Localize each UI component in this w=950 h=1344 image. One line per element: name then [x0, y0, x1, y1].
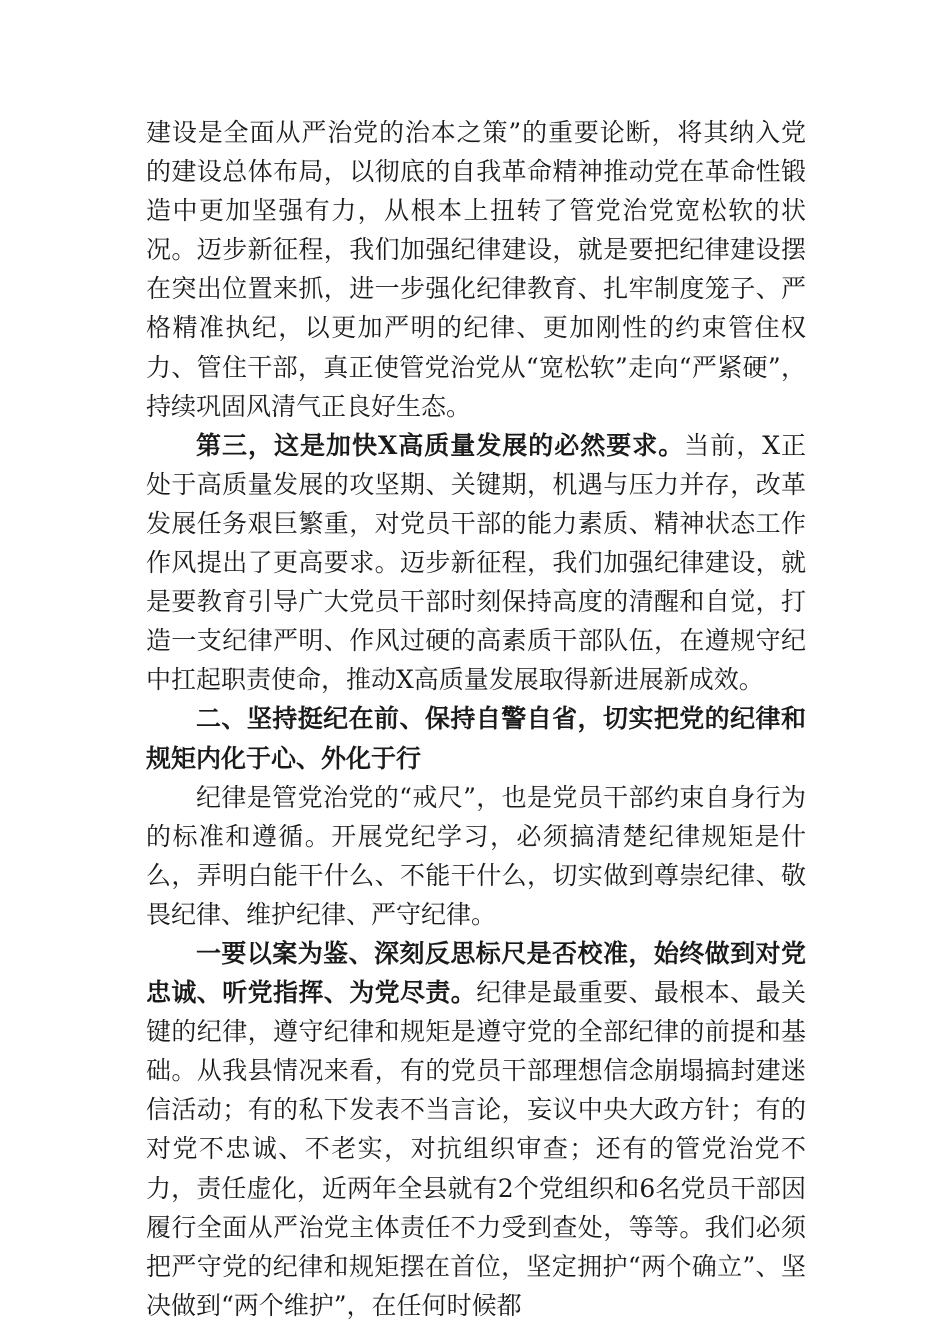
paragraph-continuation: [146, 113, 806, 426]
paragraph-lead: 一要以案为鉴、深刻反思标尺是否校准，始终做到对党忠诚、听党指挥、为党尽责。: [146, 938, 806, 1008]
paragraph-lead: 第三，这是加快X高质量发展的必然要求。: [196, 430, 685, 460]
paragraph-third-point: [146, 426, 806, 700]
section-heading: 二、坚持挺纪在前、保持自警自省，切实把党的纪律和规矩内化于心、外化于行: [146, 704, 806, 773]
paragraph-body: 当前，X正处于高质量发展的攻坚期、关键期，机遇与压力并存，改革发展任务艰巨繁重，对党员干部的能力素质、精神状态工作作风提出了更高要求。迈步新征程，我们加强纪律建设，就是要教育引导广大党员干部时刻保持高度的清醒和自觉，打造一支纪律严明、作风过硬的高素质干部队伍，在遵规守纪中扛起职责使命，推动X高质量发展取得新进展新成效。: [146, 430, 806, 695]
paragraph-body: 纪律是管党治党的“戒尺”，也是党员干部约束自身行为的标准和遵循。开展党纪学习，必须搞清楚纪律规矩是什么，弄明白能干什么、不能干什么，切实做到尊崇纪律、敬畏纪律、维护纪律、严守纪律。: [146, 782, 806, 929]
paragraph-body: 纪律是最重要、最根本、最关键的纪律，遵守纪律和规矩是遵守党的全部纪律的前提和基础。从我县情况来看，有的党员干部理想信念崩塌搞封建迷信活动；有的私下发表不当言论，妄议中央大政方针；有的对党不忠诚、不老实，对抗组织审查；还有的管党治党不力，责任虚化，近两年全县就有2个党组织和6名党员干部因履行全面从严治党主体责任不力受到查处，等等。我们必须把严守党的纪律和规矩摆在首位，坚定拥护“两个确立”、坚决做到“两个维护”，在任何时候都: [146, 978, 806, 1320]
paragraph-discipline-intro: [146, 778, 806, 934]
paragraph-body: 建设是全面从严治党的治本之策”的重要论断，将其纳入党的建设总体布局，以彻底的自我革命精神推动党在革命性锻造中更加坚强有力，从根本上扭转了管党治党宽松软的状况。迈步新征程，我们加强纪律建设，就是要把纪律建设摆在突出位置来抓，进一步强化纪律教育、扎牢制度笼子、严格精准执纪，以更加严明的纪律、更加刚性的约束管住权力、管住干部，真正使管党治党从“宽松软”走向“严紧硬”，持续巩固风清气正良好生态。: [146, 118, 806, 421]
paragraph-first-requirement: [146, 934, 806, 1325]
document-body: [146, 113, 806, 1325]
